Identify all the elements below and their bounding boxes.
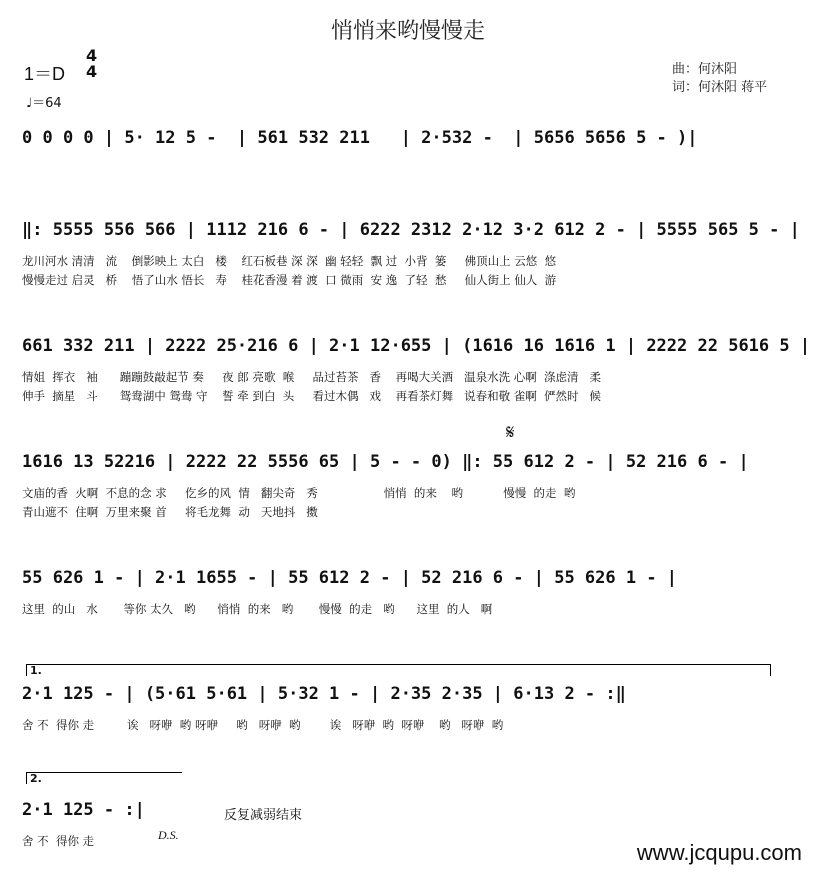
site-watermark: www.jcqupu.com <box>636 840 802 865</box>
notes-line: 2·1 125 - | (5·61 5·61 | 5·32 1 - | 2·35 2·35 | 6·13 2 - :‖ <box>22 684 626 704</box>
lyric-verse-2: 慢慢走过 启灵 桥 悟了山水 悟长 寿 桂花香漫 着 渡 口 微雨 安 逸 了轻 愁 仙人街上 仙人 游 <box>22 273 557 287</box>
segno-mark: 𝄋 <box>506 420 515 444</box>
lyric-verse-2: 伸手 摘星 斗 鸳鸯湖中 鸳鸯 守 誓 牵 到白 头 看过木偶 戏 再看茶灯舞 说春和敬 雀啊 俨然时 候 <box>22 389 602 403</box>
score-row-6 <box>22 684 794 756</box>
volta-1-bracket-right <box>770 664 771 676</box>
notes-line: 55 626 1 - | 2·1 1655 - | 55 612 2 - | 52 216 6 - | 55 626 1 - | <box>22 568 678 588</box>
volta-2-bracket <box>26 772 182 773</box>
time-signature <box>86 48 97 80</box>
score-row-5 <box>22 568 794 640</box>
dal-segno-mark: D.S. <box>158 828 179 842</box>
time-signature-bottom: 4 <box>86 62 98 81</box>
lyric-verse-1: 情姐 挥衣 袖 蹦蹦鼓敲起节 奏 夜 郎 亮歌 喉 品过苔茶 香 再喝大关酒 温泉水洗 心啊 涤虑清 柔 <box>22 370 602 384</box>
volta-1-bracket <box>26 664 770 665</box>
lyricist-credit: 词：何沐阳 蒋平 <box>672 80 768 95</box>
tempo-marking: ♩＝64 <box>26 96 62 111</box>
time-signature-top: 4 <box>86 46 98 65</box>
notes-line: 661 332 211 | 2222 25·216 6 | 2·1 12·655 | (1616 16 1616 1 | 2222 22 5616 5 | <box>22 336 811 356</box>
composer-credit: 曲：何沐阳 <box>672 62 738 77</box>
lyric-verse-1: 舍 不 得你 走 <box>22 834 95 848</box>
volta-1-label: 1. <box>30 664 42 677</box>
score-row-1 <box>22 128 794 200</box>
volta-2-bracket-left <box>26 772 27 784</box>
score-row-4 <box>22 452 794 524</box>
lyric-verse-1: 文庙的香 火啊 不息的念 求 仡乡的风 情 翻尖奇 秀 悄悄 的来 哟 慢慢 的走 哟 <box>22 486 576 500</box>
score-row-2 <box>22 220 800 292</box>
notes-line: 1616 13 52216 | 2222 22 5556 65 | 5 - - 0) ‖: 55 612 2 - | 52 216 6 - | <box>22 452 749 472</box>
volta-1-bracket-left <box>26 664 27 676</box>
volta-2-label: 2. <box>30 772 42 785</box>
notes-line: 0 0 0 0 | 5· 12 5 - | 561 532 211 | 2·532 - | 5656 5656 5 - )| <box>22 128 698 148</box>
lyric-verse-1: 龙川河水 清清 流 倒影映上 太白 楼 红石板巷 深 深 幽 轻轻 飘 过 小背 篓 佛顶山上 云悠 悠 <box>22 254 557 268</box>
lyric-verse-2: 青山遮不 住啊 万里来聚 首 将毛龙舞 动 天地抖 擞 <box>22 505 318 519</box>
ending-instruction: 反复减弱结束 <box>224 808 303 823</box>
lyric-verse-1: 这里 的山 水 等你 太久 哟 悄悄 的来 哟 慢慢 的走 哟 这里 的人 啊 <box>22 602 493 616</box>
lyric-verse-1: 舍 不 得你 走 诶 呀咿 哟 呀咿 哟 呀咿 哟 诶 呀咿 哟 呀咿 哟 呀咿 哟 <box>22 718 504 732</box>
key-signature: 1＝D <box>24 64 66 84</box>
score-row-3 <box>22 336 811 408</box>
page-title: 悄悄来哟慢慢走 <box>330 19 485 44</box>
notes-line: ‖: 5555 556 566 | 1112 216 6 - | 6222 2312 2·12 3·2 612 2 - | 5555 565 5 - | <box>22 220 800 240</box>
notes-line: 2·1 125 - :| <box>22 800 145 820</box>
